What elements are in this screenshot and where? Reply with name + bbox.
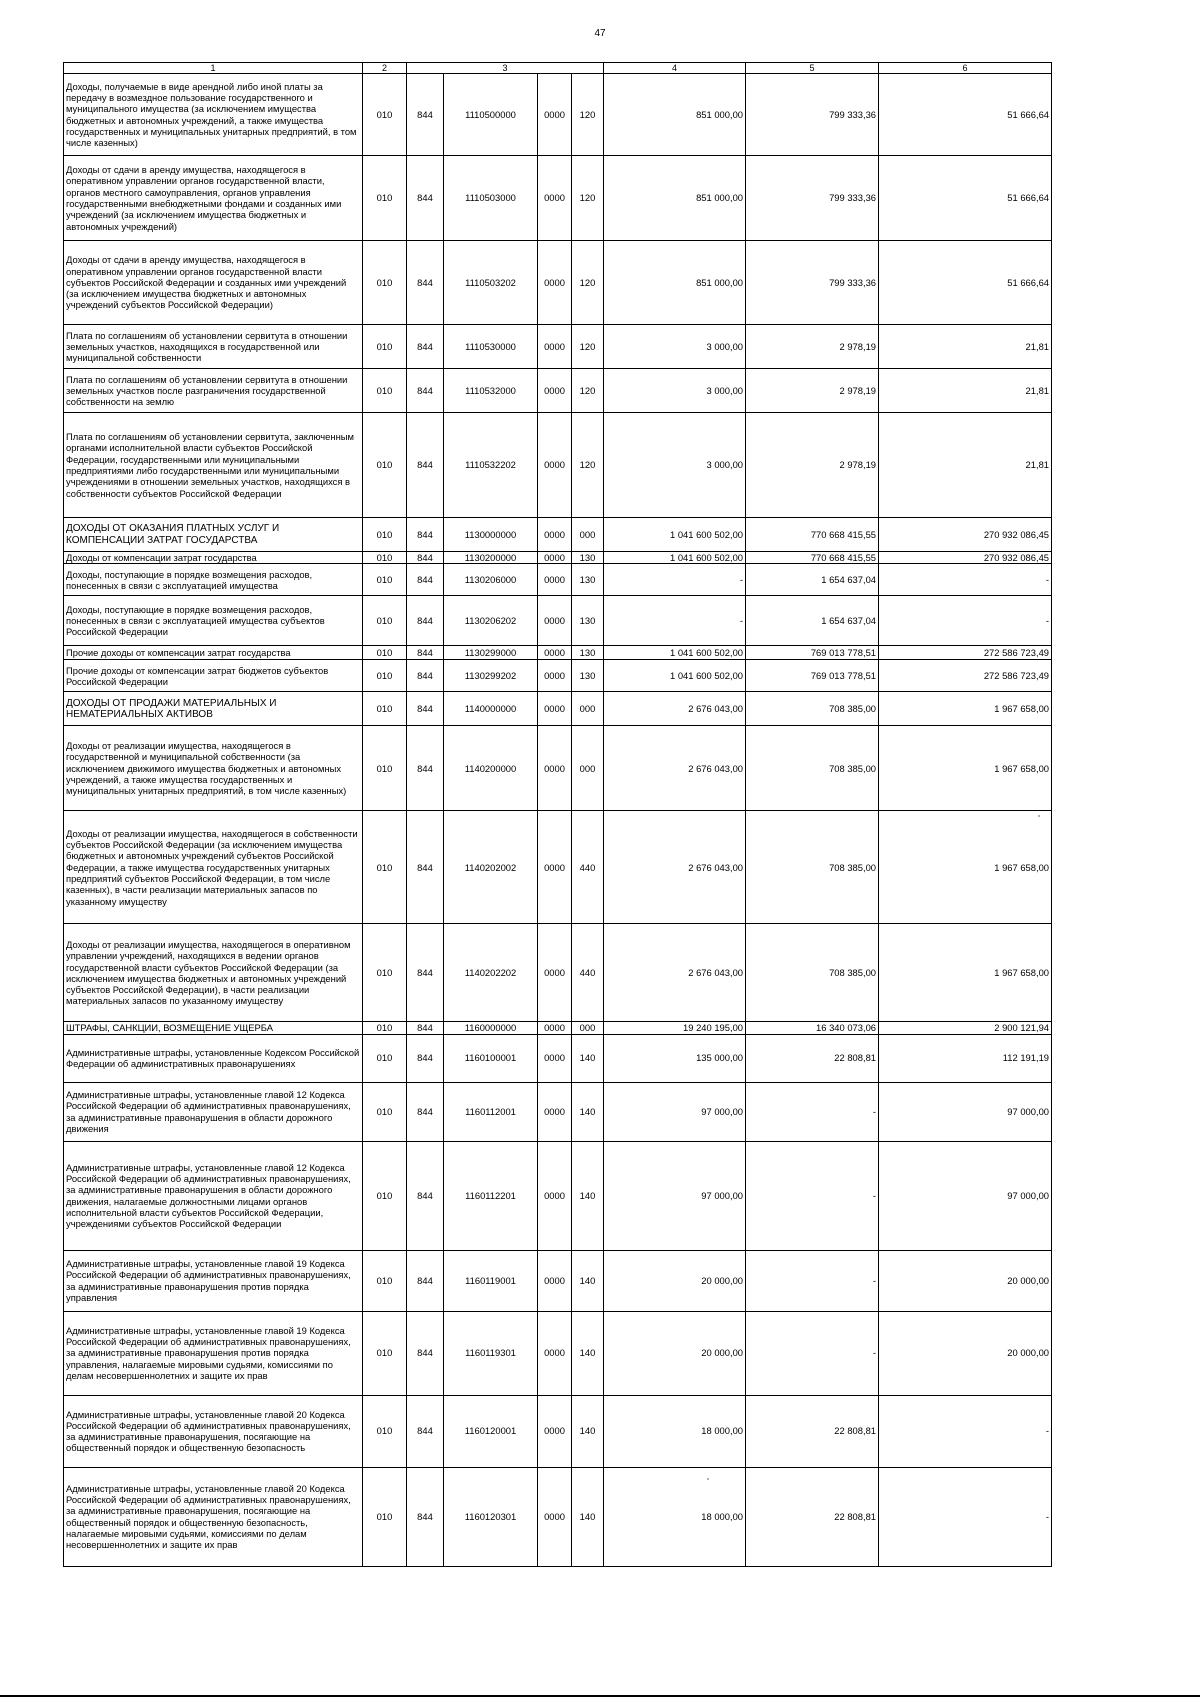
admin-code: 844 xyxy=(407,413,444,518)
approved-amount: - xyxy=(604,564,746,596)
approved-amount: 3 000,00 xyxy=(604,413,746,518)
table-row xyxy=(64,811,1052,924)
unexecuted-amount: 1 967 658,00 xyxy=(879,924,1052,1022)
table-row xyxy=(64,413,1052,518)
column-header: 4 xyxy=(604,63,746,74)
table-row xyxy=(64,1082,1052,1141)
line-code: 010 xyxy=(363,726,407,811)
budget-code: 1130000000 xyxy=(444,518,538,552)
row-name: Административные штрафы, установленные Кодексом Российской Федерации об административных правонарушениях xyxy=(64,1034,363,1082)
unexecuted-amount: 112 191,19 xyxy=(879,1034,1052,1082)
table-row xyxy=(64,369,1052,413)
line-code: 010 xyxy=(363,413,407,518)
admin-code: 844 xyxy=(407,692,444,726)
line-code: 010 xyxy=(363,660,407,692)
table-row xyxy=(64,156,1052,241)
kosgu-code: 000 xyxy=(572,692,604,726)
budget-code: 1140200000 xyxy=(444,726,538,811)
kosgu-code: 130 xyxy=(572,552,604,564)
kosgu-code: 120 xyxy=(572,369,604,413)
budget-code: 1160112001 xyxy=(444,1082,538,1141)
table-row xyxy=(64,924,1052,1022)
budget-code: 1140202002 xyxy=(444,811,538,924)
unexecuted-amount: 20 000,00 xyxy=(879,1311,1052,1395)
table-row xyxy=(64,1311,1052,1395)
unexecuted-amount: 51 666,64 xyxy=(879,241,1052,325)
approved-amount: 18 000,00 xyxy=(604,1395,746,1467)
line-code: 010 xyxy=(363,564,407,596)
executed-amount: 22 808,81 xyxy=(746,1395,879,1467)
row-name: Административные штрафы, установленные главой 12 Кодекса Российской Федерации об административных правонарушениях, за административные правонарушения в области дорожного движения xyxy=(64,1082,363,1141)
table-row xyxy=(64,1034,1052,1082)
budget-code: 1160120001 xyxy=(444,1395,538,1467)
unexecuted-amount: 1 967 658,00 xyxy=(879,811,1052,924)
program-code: 0000 xyxy=(538,564,572,596)
table-row xyxy=(64,74,1052,156)
admin-code: 844 xyxy=(407,1141,444,1250)
executed-amount: 708 385,00 xyxy=(746,692,879,726)
approved-amount: 135 000,00 xyxy=(604,1034,746,1082)
budget-code: 1110500000 xyxy=(444,74,538,156)
table-row xyxy=(64,241,1052,325)
table-row xyxy=(64,1395,1052,1467)
row-name: Плата по соглашениям об установлении сервитута в отношении земельных участков, находящихся в государственной или муниципальной собственности xyxy=(64,325,363,369)
line-code: 010 xyxy=(363,646,407,660)
line-code: 010 xyxy=(363,1311,407,1395)
admin-code: 844 xyxy=(407,811,444,924)
admin-code: 844 xyxy=(407,369,444,413)
line-code: 010 xyxy=(363,518,407,552)
column-header: 3 xyxy=(407,63,604,74)
budget-code: 1140000000 xyxy=(444,692,538,726)
row-name: ДОХОДЫ ОТ ОКАЗАНИЯ ПЛАТНЫХ УСЛУГ И КОМПЕНСАЦИИ ЗАТРАТ ГОСУДАРСТВА xyxy=(64,518,363,552)
unexecuted-amount: 21,81 xyxy=(879,325,1052,369)
unexecuted-amount: 270 932 086,45 xyxy=(879,518,1052,552)
budget-code: 1130206202 xyxy=(444,596,538,646)
executed-amount: 708 385,00 xyxy=(746,726,879,811)
budget-code: 1130200000 xyxy=(444,552,538,564)
unexecuted-amount: 1 967 658,00 xyxy=(879,726,1052,811)
table-row xyxy=(64,646,1052,660)
executed-amount: 1 654 637,04 xyxy=(746,596,879,646)
row-name: Плата по соглашениям об установлении сервитута, заключенным органами исполнительной власти субъектов Российской Федерации, государственными или муниципальными предприятиями либо государственными или муниципальными учреждениями в отношении земельных участков, находящихся в собственности субъектов Российской Федерации xyxy=(64,413,363,518)
line-code: 010 xyxy=(363,1082,407,1141)
row-name: Административные штрафы, установленные главой 19 Кодекса Российской Федерации об административных правонарушениях, за административные правонарушения против порядка управления, налагаемые мировыми судьями, комиссиями по делам несовершеннолетних и защите их прав xyxy=(64,1311,363,1395)
table-row xyxy=(64,1141,1052,1250)
row-name: Прочие доходы от компенсации затрат государства xyxy=(64,646,363,660)
line-code: 010 xyxy=(363,1250,407,1311)
program-code: 0000 xyxy=(538,552,572,564)
admin-code: 844 xyxy=(407,1250,444,1311)
line-code: 010 xyxy=(363,811,407,924)
approved-amount: - xyxy=(604,596,746,646)
line-code: 010 xyxy=(363,596,407,646)
executed-amount: 2 978,19 xyxy=(746,413,879,518)
budget-code: 1160119001 xyxy=(444,1250,538,1311)
program-code: 0000 xyxy=(538,369,572,413)
executed-amount: 22 808,81 xyxy=(746,1034,879,1082)
line-code: 010 xyxy=(363,1467,407,1566)
program-code: 0000 xyxy=(538,1022,572,1034)
page-bottom-edge xyxy=(0,1695,1200,1697)
admin-code: 844 xyxy=(407,1082,444,1141)
unexecuted-amount: 97 000,00 xyxy=(879,1141,1052,1250)
admin-code: 844 xyxy=(407,518,444,552)
scan-speck xyxy=(1038,815,1040,817)
row-name: Плата по соглашениям об установлении сервитута в отношении земельных участков после разграничения государственной собственности на землю xyxy=(64,369,363,413)
approved-amount: 1 041 600 502,00 xyxy=(604,646,746,660)
program-code: 0000 xyxy=(538,413,572,518)
admin-code: 844 xyxy=(407,1467,444,1566)
table-row xyxy=(64,596,1052,646)
admin-code: 844 xyxy=(407,660,444,692)
admin-code: 844 xyxy=(407,156,444,241)
budget-code: 1160120301 xyxy=(444,1467,538,1566)
program-code: 0000 xyxy=(538,325,572,369)
row-name: ШТРАФЫ, САНКЦИИ, ВОЗМЕЩЕНИЕ УЩЕРБА xyxy=(64,1022,363,1034)
budget-code: 1130299000 xyxy=(444,646,538,660)
table-row xyxy=(64,552,1052,564)
line-code: 010 xyxy=(363,552,407,564)
table-row xyxy=(64,518,1052,552)
kosgu-code: 140 xyxy=(572,1250,604,1311)
approved-amount: 1 041 600 502,00 xyxy=(604,660,746,692)
row-name: Прочие доходы от компенсации затрат бюджетов субъектов Российской Федерации xyxy=(64,660,363,692)
line-code: 010 xyxy=(363,692,407,726)
unexecuted-amount: 21,81 xyxy=(879,369,1052,413)
approved-amount: 2 676 043,00 xyxy=(604,924,746,1022)
line-code: 010 xyxy=(363,1395,407,1467)
program-code: 0000 xyxy=(538,726,572,811)
approved-amount: 3 000,00 xyxy=(604,325,746,369)
program-code: 0000 xyxy=(538,1034,572,1082)
line-code: 010 xyxy=(363,1034,407,1082)
unexecuted-amount: - xyxy=(879,1395,1052,1467)
approved-amount: 1 041 600 502,00 xyxy=(604,518,746,552)
program-code: 0000 xyxy=(538,1311,572,1395)
kosgu-code: 000 xyxy=(572,1022,604,1034)
table-row xyxy=(64,1467,1052,1566)
unexecuted-amount: - xyxy=(879,1467,1052,1566)
executed-amount: 770 668 415,55 xyxy=(746,518,879,552)
program-code: 0000 xyxy=(538,924,572,1022)
admin-code: 844 xyxy=(407,564,444,596)
unexecuted-amount: 97 000,00 xyxy=(879,1082,1052,1141)
column-number-row xyxy=(64,63,1052,74)
budget-code: 1140202202 xyxy=(444,924,538,1022)
budget-code: 1130299202 xyxy=(444,660,538,692)
row-name: Доходы от реализации имущества, находящегося в государственной и муниципальной собственности (за исключением движимого имущества бюджетных и автономных учреждений, а также имущества государственных и муниципальных унитарных предприятий, в том числе казенных) xyxy=(64,726,363,811)
executed-amount: 1 654 637,04 xyxy=(746,564,879,596)
executed-amount: 770 668 415,55 xyxy=(746,552,879,564)
kosgu-code: 000 xyxy=(572,518,604,552)
program-code: 0000 xyxy=(538,156,572,241)
row-name: Доходы от компенсации затрат государства xyxy=(64,552,363,564)
approved-amount: 851 000,00 xyxy=(604,156,746,241)
row-name: Административные штрафы, установленные главой 20 Кодекса Российской Федерации об административных правонарушениях, за административные правонарушения, посягающие на общественный порядок и общественную безопасность xyxy=(64,1395,363,1467)
unexecuted-amount: 2 900 121,94 xyxy=(879,1022,1052,1034)
admin-code: 844 xyxy=(407,1395,444,1467)
admin-code: 844 xyxy=(407,596,444,646)
table-row xyxy=(64,325,1052,369)
unexecuted-amount: 272 586 723,49 xyxy=(879,646,1052,660)
budget-code: 1110532202 xyxy=(444,413,538,518)
program-code: 0000 xyxy=(538,660,572,692)
kosgu-code: 120 xyxy=(572,156,604,241)
kosgu-code: 130 xyxy=(572,564,604,596)
unexecuted-amount: 270 932 086,45 xyxy=(879,552,1052,564)
admin-code: 844 xyxy=(407,924,444,1022)
kosgu-code: 120 xyxy=(572,74,604,156)
table-row xyxy=(64,692,1052,726)
kosgu-code: 120 xyxy=(572,241,604,325)
budget-code: 1160119301 xyxy=(444,1311,538,1395)
row-name: Доходы от реализации имущества, находящегося в оперативном управлении учреждений, находящихся в ведении органов государственной власти субъектов Российской Федерации (за исключением имущества бюджетных и автономных учреждений субъектов Российской Федерации), в части реализации материальных запасов по указанному имуществу xyxy=(64,924,363,1022)
row-name: ДОХОДЫ ОТ ПРОДАЖИ МАТЕРИАЛЬНЫХ И НЕМАТЕРИАЛЬНЫХ АКТИВОВ xyxy=(64,692,363,726)
approved-amount: 19 240 195,00 xyxy=(604,1022,746,1034)
line-code: 010 xyxy=(363,369,407,413)
page-number: 47 xyxy=(594,28,606,39)
admin-code: 844 xyxy=(407,74,444,156)
executed-amount: - xyxy=(746,1250,879,1311)
program-code: 0000 xyxy=(538,596,572,646)
admin-code: 844 xyxy=(407,1022,444,1034)
kosgu-code: 440 xyxy=(572,924,604,1022)
row-name: Доходы, поступающие в порядке возмещения расходов, понесенных в связи с эксплуатацией имущества xyxy=(64,564,363,596)
admin-code: 844 xyxy=(407,552,444,564)
approved-amount: 18 000,00 xyxy=(604,1467,746,1566)
kosgu-code: 140 xyxy=(572,1082,604,1141)
program-code: 0000 xyxy=(538,74,572,156)
approved-amount: 2 676 043,00 xyxy=(604,811,746,924)
kosgu-code: 440 xyxy=(572,811,604,924)
kosgu-code: 140 xyxy=(572,1311,604,1395)
unexecuted-amount: - xyxy=(879,596,1052,646)
unexecuted-amount: - xyxy=(879,564,1052,596)
admin-code: 844 xyxy=(407,1034,444,1082)
program-code: 0000 xyxy=(538,241,572,325)
approved-amount: 20 000,00 xyxy=(604,1250,746,1311)
line-code: 010 xyxy=(363,1022,407,1034)
kosgu-code: 140 xyxy=(572,1467,604,1566)
executed-amount: - xyxy=(746,1311,879,1395)
budget-code: 1110503000 xyxy=(444,156,538,241)
approved-amount: 851 000,00 xyxy=(604,74,746,156)
unexecuted-amount: 1 967 658,00 xyxy=(879,692,1052,726)
executed-amount: - xyxy=(746,1141,879,1250)
executed-amount: - xyxy=(746,1082,879,1141)
unexecuted-amount: 272 586 723,49 xyxy=(879,660,1052,692)
executed-amount: 22 808,81 xyxy=(746,1467,879,1566)
executed-amount: 799 333,36 xyxy=(746,74,879,156)
row-name: Доходы, получаемые в виде арендной либо иной платы за передачу в возмездное пользование государственного и муниципального имущества (за исключением имущества бюджетных и автономных учреждений, а также имущества государственных и муниципальных унитарных предприятий, в том числе казенных) xyxy=(64,74,363,156)
line-code: 010 xyxy=(363,74,407,156)
executed-amount: 769 013 778,51 xyxy=(746,646,879,660)
row-name: Административные штрафы, установленные главой 12 Кодекса Российской Федерации об административных правонарушениях, за административные правонарушения в области дорожного движения, налагаемые должностными лицами органов исполнительной власти субъектов Российской Федерации, учреждениями субъектов Российской Федерации xyxy=(64,1141,363,1250)
program-code: 0000 xyxy=(538,1467,572,1566)
column-header: 1 xyxy=(64,63,363,74)
scan-speck xyxy=(707,1478,709,1480)
budget-code: 1110532000 xyxy=(444,369,538,413)
unexecuted-amount: 21,81 xyxy=(879,413,1052,518)
line-code: 010 xyxy=(363,156,407,241)
admin-code: 844 xyxy=(407,726,444,811)
kosgu-code: 130 xyxy=(572,660,604,692)
program-code: 0000 xyxy=(538,1250,572,1311)
program-code: 0000 xyxy=(538,692,572,726)
admin-code: 844 xyxy=(407,646,444,660)
approved-amount: 2 676 043,00 xyxy=(604,726,746,811)
table-row xyxy=(64,660,1052,692)
executed-amount: 2 978,19 xyxy=(746,325,879,369)
approved-amount: 20 000,00 xyxy=(604,1311,746,1395)
approved-amount: 97 000,00 xyxy=(604,1082,746,1141)
table-row xyxy=(64,726,1052,811)
executed-amount: 16 340 073,06 xyxy=(746,1022,879,1034)
budget-code: 1160100001 xyxy=(444,1034,538,1082)
line-code: 010 xyxy=(363,1141,407,1250)
budget-code: 1130206000 xyxy=(444,564,538,596)
row-name: Административные штрафы, установленные главой 20 Кодекса Российской Федерации об административных правонарушениях, за административные правонарушения, посягающие на общественный порядок и общественную безопасность, налагаемые мировыми судьями, комиссиями по делам несовершеннолетних и защите их прав xyxy=(64,1467,363,1566)
executed-amount: 2 978,19 xyxy=(746,369,879,413)
table-row xyxy=(64,1022,1052,1034)
admin-code: 844 xyxy=(407,241,444,325)
program-code: 0000 xyxy=(538,646,572,660)
executed-amount: 708 385,00 xyxy=(746,811,879,924)
approved-amount: 97 000,00 xyxy=(604,1141,746,1250)
program-code: 0000 xyxy=(538,811,572,924)
executed-amount: 799 333,36 xyxy=(746,156,879,241)
revenue-table xyxy=(63,62,1052,1567)
budget-code: 1160000000 xyxy=(444,1022,538,1034)
budget-code: 1160112201 xyxy=(444,1141,538,1250)
table-row xyxy=(64,564,1052,596)
table-row xyxy=(64,1250,1052,1311)
kosgu-code: 120 xyxy=(572,413,604,518)
program-code: 0000 xyxy=(538,518,572,552)
program-code: 0000 xyxy=(538,1082,572,1141)
line-code: 010 xyxy=(363,325,407,369)
kosgu-code: 130 xyxy=(572,646,604,660)
line-code: 010 xyxy=(363,241,407,325)
column-header: 5 xyxy=(746,63,879,74)
column-header: 2 xyxy=(363,63,407,74)
row-name: Доходы от реализации имущества, находящегося в собственности субъектов Российской Федерации (за исключением имущества бюджетных и автономных учреждений субъектов Российской Федерации, а также имущества государственных унитарных предприятий субъектов Российской Федерации, в том числе казенных), в части реализации материальных запасов по указанному имуществу xyxy=(64,811,363,924)
approved-amount: 1 041 600 502,00 xyxy=(604,552,746,564)
kosgu-code: 140 xyxy=(572,1395,604,1467)
executed-amount: 708 385,00 xyxy=(746,924,879,1022)
unexecuted-amount: 51 666,64 xyxy=(879,156,1052,241)
kosgu-code: 140 xyxy=(572,1034,604,1082)
approved-amount: 3 000,00 xyxy=(604,369,746,413)
kosgu-code: 000 xyxy=(572,726,604,811)
approved-amount: 851 000,00 xyxy=(604,241,746,325)
line-code: 010 xyxy=(363,924,407,1022)
kosgu-code: 120 xyxy=(572,325,604,369)
unexecuted-amount: 51 666,64 xyxy=(879,74,1052,156)
admin-code: 844 xyxy=(407,325,444,369)
executed-amount: 769 013 778,51 xyxy=(746,660,879,692)
program-code: 0000 xyxy=(538,1395,572,1467)
approved-amount: 2 676 043,00 xyxy=(604,692,746,726)
column-header: 6 xyxy=(879,63,1052,74)
admin-code: 844 xyxy=(407,1311,444,1395)
executed-amount: 799 333,36 xyxy=(746,241,879,325)
budget-code: 1110530000 xyxy=(444,325,538,369)
row-name: Доходы от сдачи в аренду имущества, находящегося в оперативном управлении органов государственной власти, органов местного самоуправления, органов управления государственными внебюджетными фондами и созданных ими учреждений (за исключением имущества бюджетных и автономных учреждений) xyxy=(64,156,363,241)
row-name: Административные штрафы, установленные главой 19 Кодекса Российской Федерации об административных правонарушениях, за административные правонарушения против порядка управления xyxy=(64,1250,363,1311)
unexecuted-amount: 20 000,00 xyxy=(879,1250,1052,1311)
row-name: Доходы от сдачи в аренду имущества, находящегося в оперативном управлении органов государственной власти субъектов Российской Федерации и созданных ими учреждений (за исключением имущества бюджетных и автономных учреждений субъектов Российской Федерации) xyxy=(64,241,363,325)
kosgu-code: 140 xyxy=(572,1141,604,1250)
program-code: 0000 xyxy=(538,1141,572,1250)
kosgu-code: 130 xyxy=(572,596,604,646)
budget-code: 1110503202 xyxy=(444,241,538,325)
row-name: Доходы, поступающие в порядке возмещения расходов, понесенных в связи с эксплуатацией имущества субъектов Российской Федерации xyxy=(64,596,363,646)
